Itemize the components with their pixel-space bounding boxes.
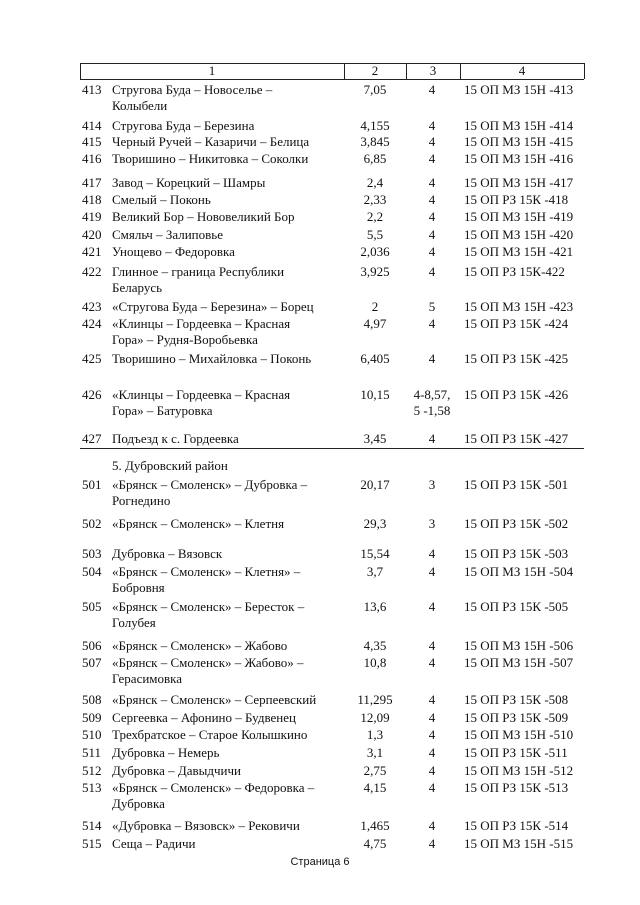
road-length: 10,15 — [360, 387, 390, 402]
road-category — [408, 244, 456, 260]
road-category-line: 5 -1,58 — [413, 403, 451, 418]
road-category — [408, 209, 456, 225]
road-name-line: «Брянск – Смоленск» – Серпеевский — [112, 692, 317, 707]
row-number: 510 — [82, 727, 102, 742]
road-name — [112, 118, 344, 134]
road-name — [112, 727, 344, 743]
road-category-line: 4 — [428, 264, 436, 279]
row-number: 511 — [82, 745, 102, 760]
road-name — [112, 192, 344, 208]
road-length: 3,845 — [360, 134, 390, 149]
road-category-line: 4 — [428, 692, 436, 707]
road-code: 15 ОП РЗ 15К -418 — [464, 192, 569, 207]
road-name — [112, 316, 344, 348]
road-name-line: Творишино – Михайловка – Поконь — [112, 351, 312, 366]
road-code: 15 ОП МЗ 15Н -419 — [464, 209, 574, 224]
road-length: 4,35 — [363, 638, 387, 653]
row-number: 515 — [82, 836, 102, 851]
road-category-line: 4 — [428, 227, 436, 242]
page-footer: Страница 6 — [290, 856, 350, 868]
road-name-line: «Брянск – Смоленск» – Дубровка – — [112, 477, 308, 492]
road-code: 15 ОП РЗ 15К -509 — [464, 710, 569, 725]
road-name-line: Стругова Буда – Березина — [112, 118, 255, 133]
road-name-line: «Стругова Буда – Березина» – Борец — [112, 299, 314, 314]
road-category-line: 4 — [428, 546, 436, 561]
road-code: 15 ОП РЗ 15К -505 — [464, 599, 569, 614]
road-code: 15 ОП МЗ 15Н -510 — [464, 727, 574, 742]
road-code: 15 ОП МЗ 15Н -504 — [464, 564, 574, 579]
road-category — [408, 516, 456, 532]
road-code: 15 ОП МЗ 15Н -417 — [464, 175, 574, 190]
road-name-line: Творишино – Никитовка – Соколки — [112, 151, 309, 166]
road-category-line: 4 — [428, 351, 436, 366]
road-category — [408, 818, 456, 834]
header-divider — [584, 63, 585, 79]
road-name-line: Трехбратское – Старое Колышкино — [112, 727, 308, 742]
road-length: 3,925 — [360, 264, 390, 279]
road-category-line: 4 — [428, 134, 436, 149]
road-name — [112, 151, 344, 167]
road-code: 15 ОП РЗ 15К -424 — [464, 316, 569, 331]
road-category — [408, 175, 456, 191]
road-code: 15 ОП РЗ 15К -501 — [464, 477, 569, 492]
road-name — [112, 209, 344, 225]
row-number: 414 — [82, 118, 102, 133]
road-code: 15 ОП РЗ 15К -513 — [464, 780, 569, 795]
road-length: 1,3 — [366, 727, 384, 742]
header-col-2: 2 — [371, 63, 379, 78]
road-name-line: Дубровка — [112, 796, 165, 811]
road-category — [408, 227, 456, 243]
road-length: 2,4 — [366, 175, 384, 190]
row-number: 423 — [82, 299, 102, 314]
road-category-line: 4-8,57, — [413, 387, 451, 402]
header-bottom-border — [80, 79, 584, 80]
road-category-line: 4 — [428, 244, 436, 259]
road-category-line: 3 — [428, 516, 436, 531]
road-code: 15 ОП МЗ 15Н -512 — [464, 763, 574, 778]
road-category-line: 4 — [428, 209, 436, 224]
row-number: 514 — [82, 818, 102, 833]
road-name-line: Завод – Корецкий – Шамры — [112, 175, 266, 190]
road-code: 15 ОП МЗ 15Н -414 — [464, 118, 574, 133]
road-category-line: 4 — [428, 175, 436, 190]
road-length: 20,17 — [360, 477, 390, 492]
road-length: 4,97 — [363, 316, 387, 331]
road-code: 15 ОП РЗ 15К -511 — [464, 745, 568, 760]
row-number: 422 — [82, 264, 102, 279]
road-code: 15 ОП РЗ 15К -427 — [464, 431, 569, 446]
road-code: 15 ОП МЗ 15Н -515 — [464, 836, 574, 851]
road-length: 2 — [371, 299, 379, 314]
row-number: 419 — [82, 209, 102, 224]
road-code: 15 ОП РЗ 15К -503 — [464, 546, 569, 561]
road-name-line: Подъезд к с. Гордеевка — [112, 431, 239, 446]
road-name — [112, 264, 344, 296]
road-category — [408, 151, 456, 167]
road-length: 2,036 — [360, 244, 390, 259]
row-number: 503 — [82, 546, 102, 561]
road-length: 7,05 — [363, 82, 387, 97]
road-category-line: 4 — [428, 82, 436, 97]
road-category — [408, 599, 456, 615]
road-name — [112, 763, 344, 779]
road-length: 15,54 — [360, 546, 390, 561]
road-length: 2,33 — [363, 192, 387, 207]
road-name-line: «Дубровка – Вязовск» – Рековичи — [112, 818, 300, 833]
road-length: 13,6 — [363, 599, 387, 614]
road-name-line: Голубея — [112, 615, 156, 630]
road-name-line: «Клинцы – Гордеевка – Красная — [112, 387, 291, 402]
road-length: 11,295 — [357, 692, 393, 707]
road-name — [112, 564, 344, 596]
road-category-line: 4 — [428, 431, 436, 446]
road-length: 1,465 — [360, 818, 390, 833]
road-name-line: Смяльч – Залиповье — [112, 227, 223, 242]
road-category — [408, 387, 456, 419]
road-name-line: Сеща – Радичи — [112, 836, 196, 851]
road-name — [112, 836, 344, 852]
road-category — [408, 638, 456, 654]
row-number: 424 — [82, 316, 102, 331]
road-length: 2,2 — [366, 209, 384, 224]
road-category — [408, 710, 456, 726]
row-number: 513 — [82, 780, 102, 795]
road-category — [408, 564, 456, 580]
row-number: 420 — [82, 227, 102, 242]
road-name — [112, 82, 344, 114]
road-name-line: «Брянск – Смоленск» – Жабово» – — [112, 655, 304, 670]
road-name — [112, 227, 344, 243]
road-category — [408, 264, 456, 280]
road-category — [408, 692, 456, 708]
header-col-4: 4 — [518, 63, 526, 78]
road-code: 15 ОП МЗ 15Н -506 — [464, 638, 574, 653]
road-category-line: 4 — [428, 710, 436, 725]
road-code: 15 ОП МЗ 15Н -421 — [464, 244, 574, 259]
section-separator-line — [80, 448, 584, 449]
row-number: 507 — [82, 655, 102, 670]
road-code: 15 ОП РЗ 15К -426 — [464, 387, 569, 402]
road-category-line: 4 — [428, 118, 436, 133]
road-code: 15 ОП МЗ 15Н -415 — [464, 134, 574, 149]
road-name — [112, 387, 344, 419]
road-category-line: 3 — [428, 477, 436, 492]
road-code: 15 ОП МЗ 15Н -507 — [464, 655, 574, 670]
row-number: 512 — [82, 763, 102, 778]
road-name-line: «Брянск – Смоленск» – Жабово — [112, 638, 288, 653]
road-code: 15 ОП РЗ 15К -514 — [464, 818, 569, 833]
row-number: 418 — [82, 192, 102, 207]
road-length: 5,5 — [366, 227, 384, 242]
road-category-line: 4 — [428, 564, 436, 579]
road-category — [408, 299, 456, 315]
road-length: 2,75 — [363, 763, 387, 778]
road-name-line: Колыбели — [112, 98, 168, 113]
road-category-line: 4 — [428, 818, 436, 833]
road-name-line: «Брянск – Смоленск» – Бересток – — [112, 599, 305, 614]
road-code: 15 ОП МЗ 15Н -420 — [464, 227, 574, 242]
road-name-line: «Клинцы – Гордеевка – Красная — [112, 316, 291, 331]
road-length: 6,405 — [360, 351, 390, 366]
road-name-line: Великий Бор – Нововеликий Бор — [112, 209, 295, 224]
road-name — [112, 431, 344, 447]
row-number: 504 — [82, 564, 102, 579]
road-category — [408, 780, 456, 796]
header-col-3: 3 — [429, 63, 437, 78]
row-number: 509 — [82, 710, 102, 725]
row-number: 426 — [82, 387, 102, 402]
road-name — [112, 638, 344, 654]
road-category — [408, 192, 456, 208]
road-name — [112, 516, 344, 532]
road-category-line: 4 — [428, 763, 436, 778]
row-number: 505 — [82, 599, 102, 614]
road-category — [408, 727, 456, 743]
road-category-line: 4 — [428, 655, 436, 670]
road-name — [112, 655, 344, 687]
road-name-line: Дубровка – Давыдчичи — [112, 763, 241, 778]
road-category — [408, 763, 456, 779]
road-length: 12,09 — [360, 710, 390, 725]
road-code: 15 ОП РЗ 15К -502 — [464, 516, 569, 531]
road-name — [112, 351, 344, 367]
road-category — [408, 82, 456, 98]
road-category — [408, 546, 456, 562]
road-name — [112, 692, 344, 708]
road-length: 3,7 — [366, 564, 384, 579]
row-number: 416 — [82, 151, 102, 166]
road-code: 15 ОП МЗ 15Н -423 — [464, 299, 574, 314]
road-name-line: Сергеевка – Афонино – Будвенец — [112, 710, 296, 725]
row-number: 415 — [82, 134, 102, 149]
road-category — [408, 836, 456, 852]
road-category-line: 4 — [428, 192, 436, 207]
row-number: 425 — [82, 351, 102, 366]
road-category-line: 4 — [428, 727, 436, 742]
road-category-line: 4 — [428, 638, 436, 653]
road-category — [408, 745, 456, 761]
road-code: 15 ОП РЗ 15К -425 — [464, 351, 569, 366]
road-category — [408, 118, 456, 134]
road-name — [112, 818, 344, 834]
road-name-line: Дубровка – Вязовск — [112, 546, 223, 561]
road-name-line: Рогнедино — [112, 493, 171, 508]
road-name-line: Глинное – граница Республики — [112, 264, 285, 279]
row-number: 506 — [82, 638, 102, 653]
road-category-line: 4 — [428, 745, 436, 760]
road-code: 15 ОП МЗ 15Н -413 — [464, 82, 574, 97]
road-category — [408, 431, 456, 447]
road-category-line: 5 — [428, 299, 436, 314]
road-length: 10,8 — [363, 655, 387, 670]
road-length: 4,155 — [360, 118, 390, 133]
road-length: 6,85 — [363, 151, 387, 166]
road-length: 3,1 — [366, 745, 384, 760]
road-name — [112, 299, 344, 315]
road-name — [112, 175, 344, 191]
row-number: 501 — [82, 477, 102, 492]
road-category-line: 4 — [428, 780, 436, 795]
road-name — [112, 134, 344, 150]
road-name — [112, 546, 344, 562]
road-name-line: Черный Ручей – Казаричи – Белица — [112, 134, 310, 149]
road-category — [408, 477, 456, 493]
road-category-line: 4 — [428, 599, 436, 614]
road-name-line: Гора» – Батуровка — [112, 403, 213, 418]
road-length: 4,75 — [363, 836, 387, 851]
row-number: 508 — [82, 692, 102, 707]
road-name-line: «Брянск – Смоленск» – Клетня — [112, 516, 285, 531]
road-name-line: «Брянск – Смоленск» – Федоровка – — [112, 780, 315, 795]
road-category-line: 4 — [428, 836, 436, 851]
road-name-line: Дубровка – Немерь — [112, 745, 220, 760]
road-category — [408, 134, 456, 150]
road-name-line: Гора» – Рудня-Воробьевка — [112, 332, 258, 347]
section-title: 5. Дубровский район — [112, 458, 228, 473]
road-name — [112, 477, 344, 509]
road-code: 15 ОП РЗ 15К -508 — [464, 692, 569, 707]
row-number: 417 — [82, 175, 102, 190]
road-length: 4,15 — [363, 780, 387, 795]
row-number: 502 — [82, 516, 102, 531]
road-name — [112, 780, 344, 812]
road-category — [408, 316, 456, 332]
row-number: 427 — [82, 431, 102, 446]
row-number: 413 — [82, 82, 102, 97]
road-name-line: Смелый – Поконь — [112, 192, 211, 207]
road-name-line: Беларусь — [112, 280, 163, 295]
header-col-1: 1 — [208, 63, 216, 78]
road-name — [112, 710, 344, 726]
road-name — [112, 745, 344, 761]
road-name — [112, 599, 344, 631]
row-number: 421 — [82, 244, 102, 259]
road-name — [112, 244, 344, 260]
road-code: 15 ОП МЗ 15Н -416 — [464, 151, 574, 166]
road-category — [408, 655, 456, 671]
road-name-line: Бобровня — [112, 580, 165, 595]
road-category — [408, 351, 456, 367]
road-name-line: «Брянск – Смоленск» – Клетня» – — [112, 564, 301, 579]
road-code: 15 ОП РЗ 15К-422 — [464, 264, 565, 279]
road-name-line: Стругова Буда – Новоселье – — [112, 82, 273, 97]
road-length: 29,3 — [363, 516, 387, 531]
road-name-line: Унощево – Федоровка — [112, 244, 235, 259]
road-category-line: 4 — [428, 151, 436, 166]
road-length: 3,45 — [363, 431, 387, 446]
road-category-line: 4 — [428, 316, 436, 331]
road-name-line: Герасимовка — [112, 671, 183, 686]
